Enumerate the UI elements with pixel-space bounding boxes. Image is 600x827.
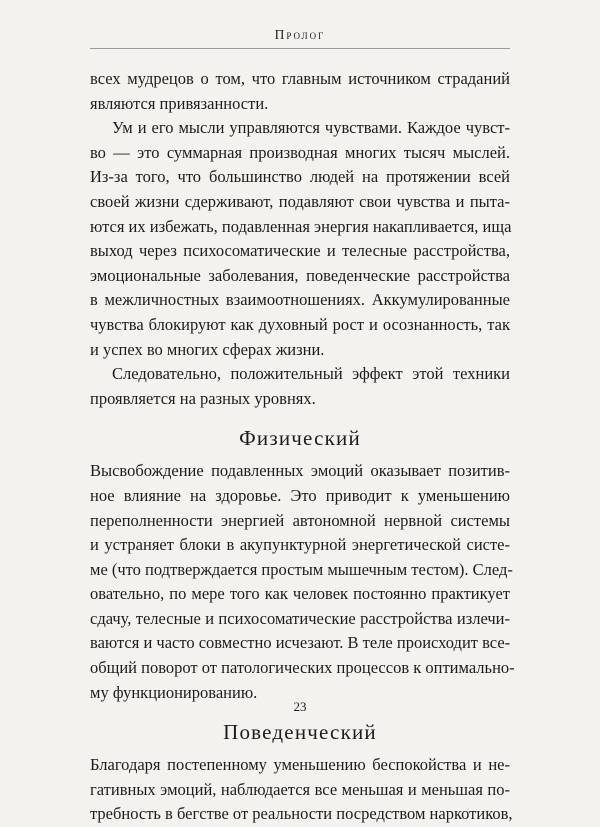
text-line: Следовательно, положительный эффект этой техники [112, 364, 510, 384]
text-line: общий поворот от патологических процессов к оптимально- [90, 658, 515, 678]
text-line: эмоциональные заболевания, поведенческие расстройства [90, 265, 510, 285]
text-line: ются их избежать, подавленная энергия накапливается, ища [90, 216, 512, 236]
text-line: и устраняет блоки в акупунктурной энергетической систе- [90, 535, 510, 555]
section-heading-physical: Физический [239, 426, 361, 451]
paragraph-2 [90, 116, 510, 362]
paragraph-5 [90, 753, 513, 827]
text-line: переполненности энергией автономной нервной системы [90, 510, 510, 530]
text-line: Ум и его мысли управляются чувствами. Каждое чувст- [112, 118, 510, 138]
text-line: овательно, по мере того как человек постоянно практикует [90, 584, 510, 604]
running-head: Пролог [274, 27, 326, 42]
text-line: сдачу, телесные и психосоматические расстройства излечи- [90, 608, 510, 628]
text-line: являются привязанности. [90, 93, 269, 113]
text-line: гативных эмоций, наблюдается все меньшая и меньшая по- [90, 779, 510, 799]
text-line: требность в бегстве от реальности посредством наркотиков, [90, 804, 513, 824]
paragraph-3 [90, 362, 510, 411]
text-line: Высвобождение подавленных эмоций оказывает позитив- [90, 461, 510, 481]
text-line: во — это суммарная производная многих тысяч мыслей. [90, 142, 510, 162]
section-heading-behavioral: Поведенческий [223, 720, 377, 745]
page-number: 23 [293, 699, 307, 714]
text-line: чувства блокируют как духовный рост и осознанность, так [90, 314, 510, 334]
text-line: проявляется на разных уровнях. [90, 388, 316, 408]
text-line: ваются и часто совместно исчезают. В теле происходит все- [90, 633, 511, 653]
text-line: своей жизни сдерживают, подавляют свои чувства и пыта- [90, 191, 510, 211]
text-line: Благодаря постепенному уменьшению беспокойства и не- [90, 755, 510, 775]
text-line: в межличностных взаимоотношениях. Аккумулированные [90, 290, 510, 310]
text-line: и успех во многих сферах жизни. [90, 339, 325, 359]
text-line: всех мудрецов о том, что главным источником страданий [90, 69, 510, 88]
text-line: выход через психосоматические и телесные расстройства, [90, 241, 510, 261]
text-line: ме (что подтверждается простым мышечным тестом). След- [90, 559, 513, 579]
header-rule [90, 48, 510, 49]
paragraph-1 [90, 67, 510, 116]
paragraph-4 [90, 459, 515, 705]
text-line: му функционированию. [90, 682, 258, 702]
text-line: Из-за того, что большинство людей на протяжении всей [90, 167, 510, 187]
text-line: ное влияние на здоровье. Это приводит к уменьшению [90, 485, 510, 505]
